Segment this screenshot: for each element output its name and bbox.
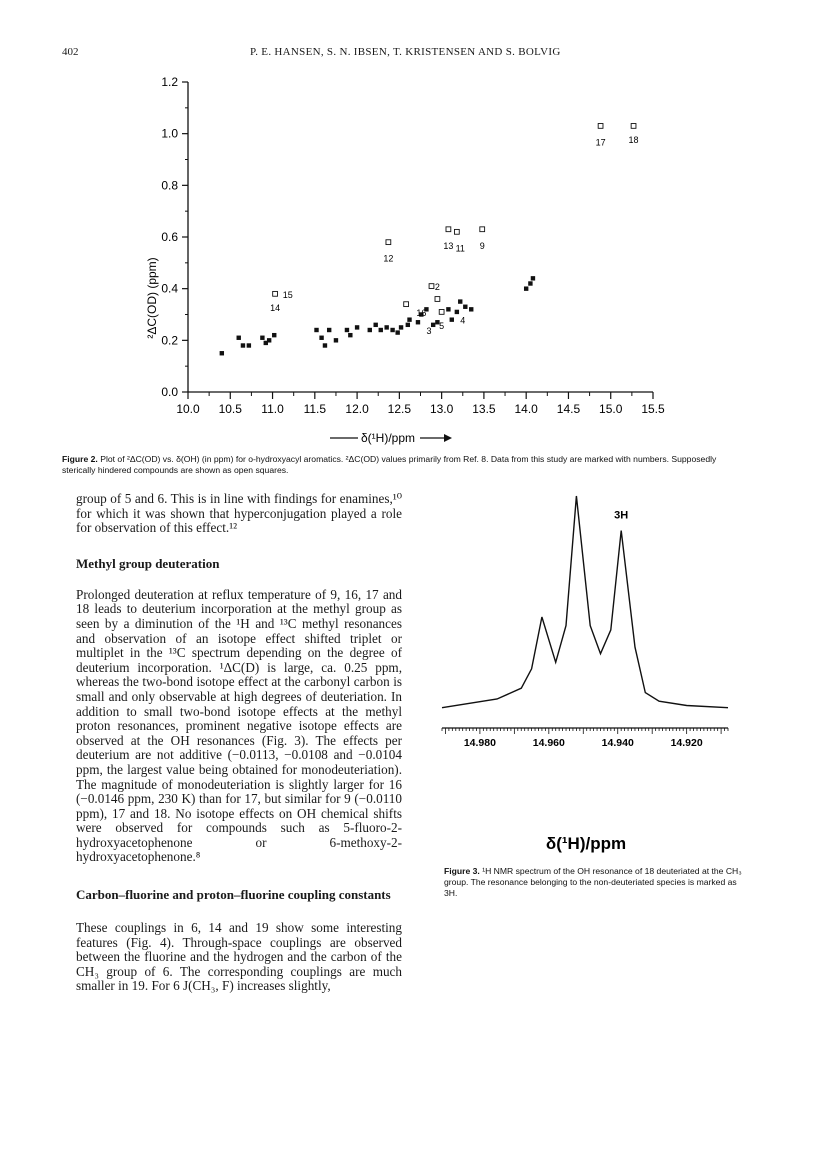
data-point-open <box>273 291 278 296</box>
figure2-x-axis-label: δ(¹H)/ppm <box>360 431 416 445</box>
page-number: 402 <box>62 46 79 58</box>
data-point-filled <box>314 328 318 332</box>
x-tick-label: 11.5 <box>303 402 327 416</box>
point-label: 14 <box>270 302 281 313</box>
section-heading-methyl: Methyl group deuteration <box>76 555 220 571</box>
data-point-filled <box>458 299 462 303</box>
data-point-filled <box>323 343 327 347</box>
figure3-tick-label: 14.920 <box>670 737 703 749</box>
data-point-open <box>439 310 444 315</box>
data-point-filled <box>373 323 377 327</box>
figure2-scatter-plot <box>140 72 700 450</box>
figure2-ticks <box>161 75 665 416</box>
data-point-open <box>386 240 391 245</box>
x-tick-label: 12.0 <box>345 402 369 416</box>
figure3-axis <box>442 728 728 734</box>
section-heading-coupling: Carbon–fluorine and proton–fluorine coupling constants <box>76 887 391 903</box>
figure3-caption <box>444 866 744 899</box>
point-label: 17 <box>595 137 606 148</box>
data-point-open <box>435 297 440 302</box>
data-point-filled <box>431 323 435 327</box>
x-tick-label: 13.0 <box>429 402 454 416</box>
y-tick-label: 0.2 <box>161 333 178 348</box>
data-point-filled <box>379 328 383 332</box>
data-point-open <box>631 124 636 129</box>
data-point-filled <box>384 325 388 329</box>
x-tick-label: 14.0 <box>514 402 538 416</box>
data-point-filled <box>463 305 467 309</box>
data-point-filled <box>528 281 532 285</box>
data-point-filled <box>267 338 271 342</box>
y-tick-label: 0.4 <box>161 281 178 296</box>
data-point-open <box>404 302 409 307</box>
x-tick-label: 14.5 <box>556 402 581 416</box>
figure3-caption-text: ¹H NMR spectrum of the OH resonance of 18 deuteriated at the CH₃ group. The resonance belonging to the non-deuteriated species is marked as 3H. <box>444 866 742 898</box>
data-point-filled <box>524 286 528 290</box>
y-tick-label: 0.8 <box>161 178 178 193</box>
point-label: 5 <box>439 320 445 331</box>
y-tick-label: 0.0 <box>161 385 178 399</box>
point-label: 16 <box>416 307 427 318</box>
point-label: 18 <box>628 134 639 145</box>
data-point-filled <box>390 328 394 332</box>
data-point-filled <box>247 343 251 347</box>
data-point-filled <box>406 323 410 327</box>
x-tick-label: 10.0 <box>176 402 200 416</box>
running-header-authors: P. E. HANSEN, S. N. IBSEN, T. KRISTENSEN AND S. BOLVIG <box>250 46 561 58</box>
figure2-caption-label: Figure 2. <box>62 454 98 464</box>
point-label: 9 <box>479 240 485 251</box>
point-label: 12 <box>383 253 394 264</box>
data-point-filled <box>355 325 359 329</box>
point-label: 4 <box>460 315 466 326</box>
figure3-peak-label-3H: 3H <box>614 509 629 522</box>
y-tick-label: 1.0 <box>161 126 178 141</box>
figure2-axes <box>188 82 653 392</box>
figure3-x-axis-label: δ(¹H)/ppm <box>545 834 627 853</box>
point-label: 15 <box>282 289 293 300</box>
data-point-open <box>480 227 485 232</box>
figure2-points <box>220 124 636 356</box>
x-tick-label: 10.5 <box>218 402 242 416</box>
point-label: 2 <box>434 282 440 293</box>
figure3-tick-labels <box>464 737 703 749</box>
figure2-annotations <box>270 135 638 336</box>
data-point-filled <box>345 328 349 332</box>
data-point-filled <box>368 328 372 332</box>
x-tick-label: 11.0 <box>261 402 284 416</box>
data-point-filled <box>220 351 224 355</box>
data-point-filled <box>237 336 241 340</box>
figure2-y-axis-label: ²ΔC(OD) (ppm) <box>145 257 159 339</box>
data-point-filled <box>416 320 420 324</box>
figure3-tick-label: 14.940 <box>601 737 634 749</box>
data-point-filled <box>319 336 323 340</box>
x-tick-label: 13.5 <box>472 402 496 416</box>
figure3-caption-label: Figure 3. <box>444 866 480 876</box>
y-tick-label: 0.6 <box>161 230 178 244</box>
x-tick-label: 15.0 <box>599 402 623 416</box>
figure2-caption-text: Plot of ²ΔC(OD) vs. δ(OH) (in ppm) for o-hydroxyacyl aromatics. ²ΔC(OD) values primarily from Ref. 8. Data from this study are marked with numbers. Supposedly sterically hindered compounds are shown as open squares. <box>62 454 717 475</box>
point-label: 3 <box>426 326 432 336</box>
data-point-filled <box>455 310 459 314</box>
data-point-filled <box>327 328 331 332</box>
data-point-filled <box>395 330 399 334</box>
paragraph-coupling-constants: These couplings in 6, 14 and 19 show some interesting features (Fig. 4). Through-space couplings are observed between the fluorine and the hydrogen and the carbon of the CH₃ group of 6. The corresponding couplings are much smaller in 19. For 6 J(CH₃, F) increases slightly, <box>76 920 402 994</box>
figure3-tick-label: 14.960 <box>532 737 565 749</box>
paragraph-continuation: group of 5 and 6. This is in line with findings for enamines,¹⁰ for which it was shown that hyperconjugation played a role for observation of this effect.¹² <box>76 491 402 536</box>
left-column <box>76 492 402 994</box>
data-point-filled <box>450 317 454 321</box>
data-point-filled <box>407 317 411 321</box>
x-tick-label: 12.5 <box>387 402 412 416</box>
data-point-filled <box>272 333 276 337</box>
point-label: 11 <box>455 243 465 254</box>
data-point-filled <box>399 325 403 329</box>
data-point-filled <box>469 307 473 311</box>
data-point-filled <box>348 333 352 337</box>
data-point-filled <box>446 307 450 311</box>
data-point-filled <box>334 338 338 342</box>
figure3-nmr-spectrum <box>438 488 738 864</box>
data-point-filled <box>260 336 264 340</box>
point-label: 13 <box>443 240 454 251</box>
data-point-open <box>429 284 434 289</box>
data-point-filled <box>241 343 245 347</box>
paragraph-methyl-deuteration: Prolonged deuteration at reflux temperature of 9, 16, 17 and 18 leads to deuterium incorporation at the methyl group as seen by a diminution of the ¹H and ¹³C methyl resonances and observation of an isotope effect shifted triplet or multiplet in the ¹³C spectrum depending on the degree of deuterium incorporation. ¹ΔC(D) is large, ca. 0.25 ppm, whereas the two-bond isotope effect at the carbonyl carbon is small and only observable at high degrees of deuteriation. In addition to small two-bond isotope effects at the methyl proton resonances, prominent negative isotope effects are observed at the OH resonances (Fig. 3). The effects per deuterium are not additive (−0.0113, −0.0108 and −0.0104 ppm, the largest value being obtained for monodeuteriation). The magnitude of monodeuteriation is slightly larger for 16 (−0.0146 ppm, 230 K) than for 17, but similar for 9 (−0.0110 ppm), 17 and 18. No isotope effects on OH chemical shifts were observed for compounds such as 5-fluoro-2-hydroxyacetophenone or 6-methoxy-2-hydroxyacetophenone.⁸ <box>76 586 402 865</box>
x-tick-label: 15.5 <box>641 402 665 416</box>
data-point-open <box>598 124 603 129</box>
figure2-x-axis-title <box>330 431 452 445</box>
figure2-caption <box>62 454 752 476</box>
figure3-tick-label: 14.980 <box>463 737 496 749</box>
y-tick-label: 1.2 <box>161 75 178 89</box>
data-point-filled <box>531 276 535 280</box>
data-point-open <box>446 227 451 232</box>
data-point-open <box>454 229 459 234</box>
figure3-spectrum-trace <box>442 496 728 708</box>
